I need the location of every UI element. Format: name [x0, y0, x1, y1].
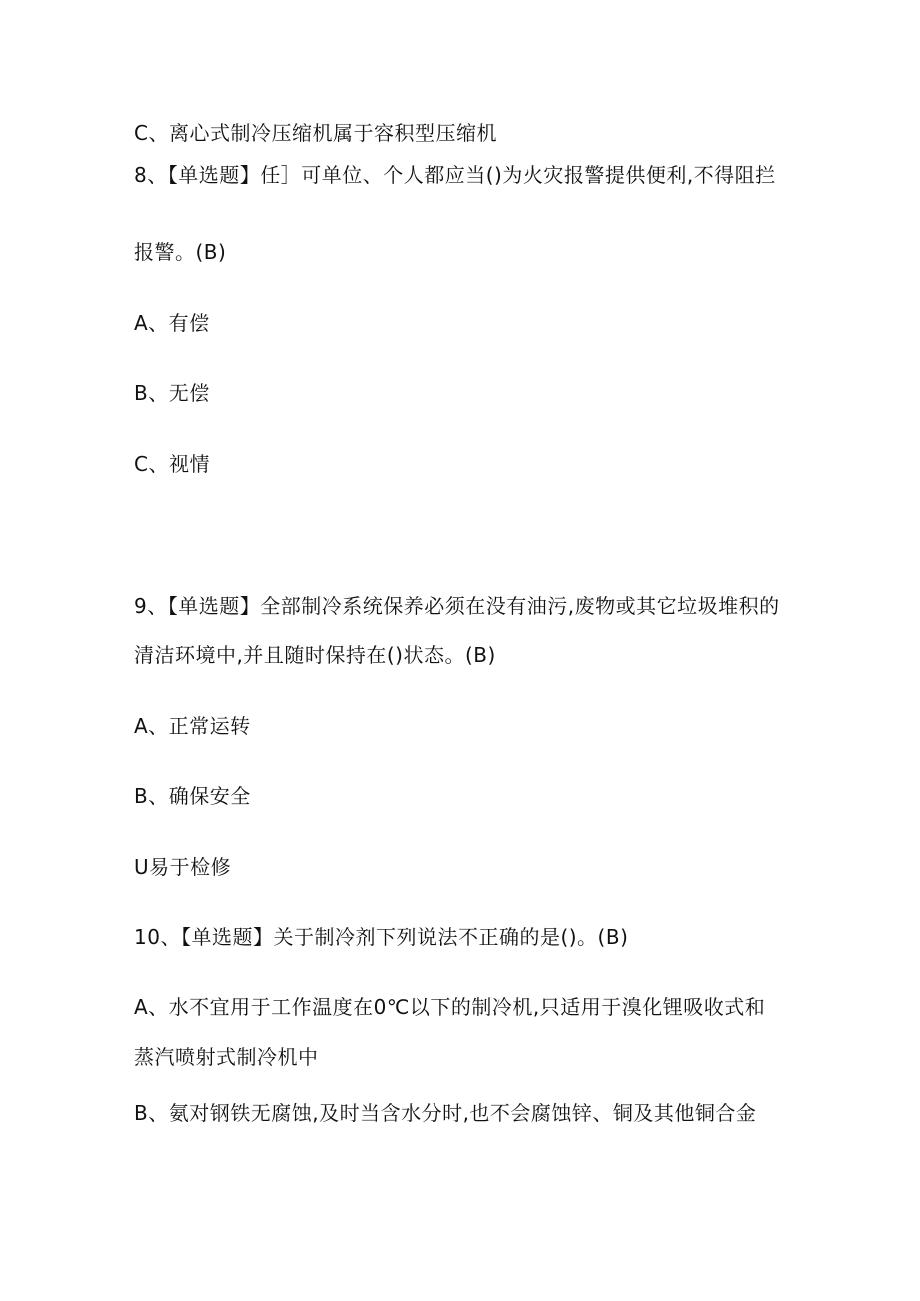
q8-stem-line-2: 报警。(B)	[134, 240, 227, 264]
q9-option-c: U易于检修	[134, 855, 232, 879]
q8-option-b: B、无偿	[134, 381, 210, 405]
q9-stem-line-2: 清洁环境中,并且随时保持在()状态。(B)	[134, 643, 496, 667]
q9-option-b: B、确保安全	[134, 784, 251, 808]
q8-option-c: C、视情	[134, 452, 210, 476]
q10-option-b-line-1: B、氨对钢铁无腐蚀,及时当含水分时,也不会腐蚀锌、铜及其他铜合金	[134, 1101, 757, 1125]
q7-option-c: C、离心式制冷压缩机属于容积型压缩机	[134, 121, 497, 145]
q10-option-a-line-1: A、水不宜用于工作温度在0℃以下的制冷机,只适用于溴化锂吸收式和	[134, 995, 766, 1019]
q9-option-a: A、正常运转	[134, 714, 251, 738]
q8-stem-line-1: 8、【单选题】任］可单位、个人都应当()为火灾报警提供便利,不得阻拦	[134, 163, 776, 187]
q10-option-a-line-2: 蒸汽喷射式制冷机中	[134, 1045, 319, 1069]
q10-stem-line-1: 10、【单选题】关于制冷剂下列说法不正确的是()。(B)	[134, 925, 629, 949]
q8-option-a: A、有偿	[134, 311, 210, 335]
q9-stem-line-1: 9、【单选题】全部制冷系统保养必须在没有油污,废物或其它垃圾堆积的	[134, 594, 780, 618]
